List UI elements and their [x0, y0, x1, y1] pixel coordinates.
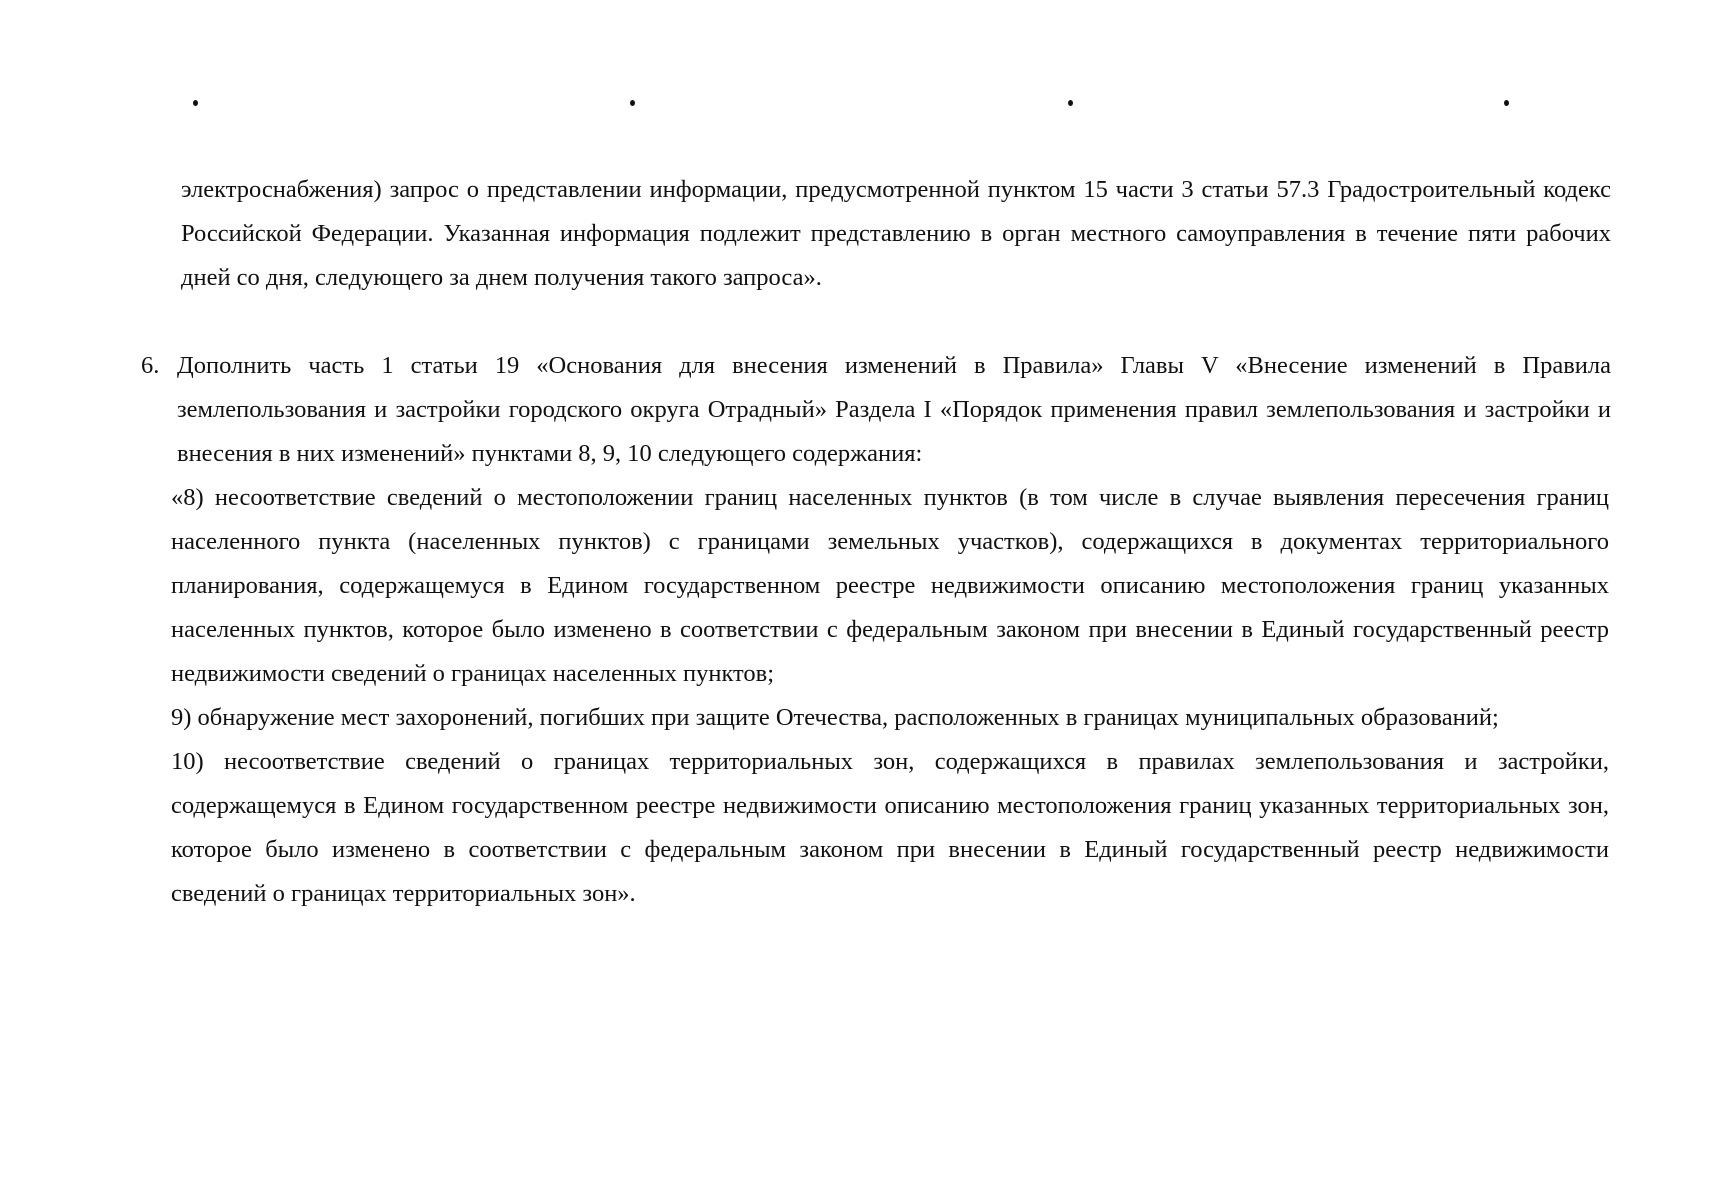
- scan-mark: [630, 100, 635, 106]
- list-item-6: [141, 344, 1611, 476]
- scan-mark: [193, 100, 198, 106]
- scan-mark: [1068, 100, 1073, 106]
- item-6-text: Дополнить часть 1 статьи 19 «Основания для внесения изменений в Правила» Главы V «Внесение изменений в Правила землепользования и застройки городского округа Отрадный» Раздела I «Порядок применения правил землепользования и застройки и внесения в них изменений» пунктами 8, 9, 10 следующего содержания:: [177, 352, 1611, 467]
- subitem-9: 9) обнаружение мест захоронений, погибших при защите Отечества, расположенных в границах муниципальных образований;: [171, 704, 1499, 731]
- continuation-paragraph: электроснабжения) запрос о представлении информации, предусмотренной пунктом 15 части 3 статьи 57.3 Градостроительный кодекс Российской Федерации. Указанная информация подлежит представлению в орган местного самоуправления в течение пяти рабочих дней со дня, следующего за днем получения такого запроса».: [181, 176, 1611, 291]
- document-page: [0, 168, 1716, 916]
- item-number: 6.: [141, 352, 160, 379]
- scan-mark: [1504, 100, 1509, 106]
- subitem-8: «8) несоответствие сведений о местоположении границ населенных пунктов (в том числе в случае выявления пересечения границ населенного пункта (населенных пунктов) с границами земельных участков), содержащихся в документах территориального планирования, содержащемуся в Едином государственном реестре недвижимости описанию местоположения границ указанных населенных пунктов, которое было изменено в соответствии с федеральным законом при внесении в Единый государственный реестр недвижимости сведений о границах населенных пунктов;: [171, 484, 1609, 687]
- scan-binding-marks: [0, 100, 1716, 112]
- subitem-10: 10) несоответствие сведений о границах территориальных зон, содержащихся в правилах землепользования и застройки, содержащемуся в Едином государственном реестре недвижимости описанию местоположения границ указанных территориальных зон, которое было изменено в соответствии с федеральным законом при внесении в Единый государственный реестр недвижимости сведений о границах территориальных зон».: [171, 748, 1609, 907]
